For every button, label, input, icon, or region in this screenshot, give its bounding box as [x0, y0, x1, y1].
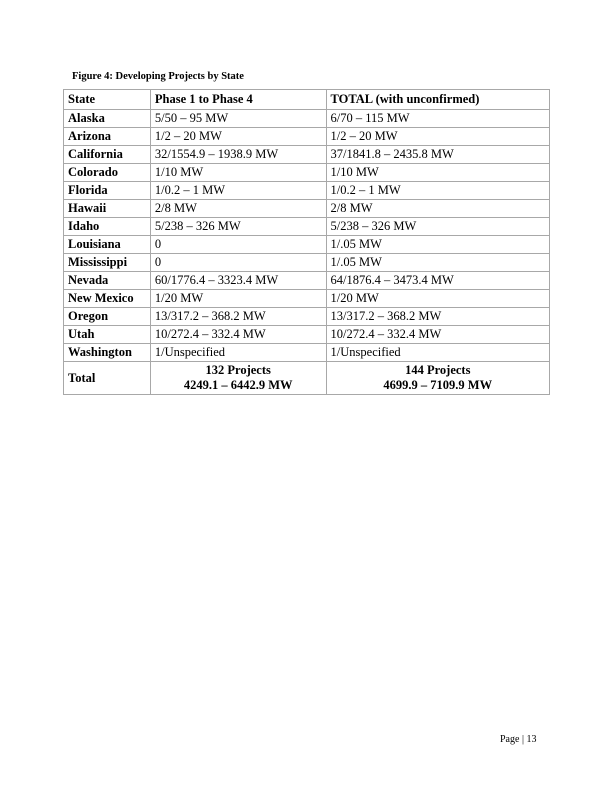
phase-cell: 1/10 MW: [150, 164, 326, 182]
state-cell: Nevada: [64, 272, 151, 290]
table-total-row: [64, 362, 550, 395]
phase-cell: 60/1776.4 – 3323.4 MW: [150, 272, 326, 290]
table-row: [64, 128, 550, 146]
state-cell: Florida: [64, 182, 151, 200]
grand-total-range: 4699.9 – 7109.9 MW: [383, 378, 493, 392]
table-row: [64, 308, 550, 326]
table-row: [64, 326, 550, 344]
projects-by-state-table: [63, 89, 550, 395]
phase-total-cell: [150, 362, 326, 395]
header-state: State: [64, 90, 151, 110]
total-cell: 1/.05 MW: [326, 254, 549, 272]
state-cell: Hawaii: [64, 200, 151, 218]
total-cell: 1/0.2 – 1 MW: [326, 182, 549, 200]
total-cell: 1/10 MW: [326, 164, 549, 182]
total-cell: 6/70 – 115 MW: [326, 110, 549, 128]
state-cell: Louisiana: [64, 236, 151, 254]
state-cell: Idaho: [64, 218, 151, 236]
phase-cell: 2/8 MW: [150, 200, 326, 218]
total-cell: 64/1876.4 – 3473.4 MW: [326, 272, 549, 290]
phase-cell: 0: [150, 254, 326, 272]
phase-total-range: 4249.1 – 6442.9 MW: [183, 378, 293, 392]
header-phase: Phase 1 to Phase 4: [150, 90, 326, 110]
total-cell: 37/1841.8 – 2435.8 MW: [326, 146, 549, 164]
table-row: [64, 344, 550, 362]
total-cell: 2/8 MW: [326, 200, 549, 218]
table-row: [64, 290, 550, 308]
state-cell: Washington: [64, 344, 151, 362]
table-row: [64, 146, 550, 164]
table-row: [64, 218, 550, 236]
table-row: [64, 236, 550, 254]
state-cell: Alaska: [64, 110, 151, 128]
state-cell: Utah: [64, 326, 151, 344]
total-cell: 13/317.2 – 368.2 MW: [326, 308, 549, 326]
phase-cell: 1/2 – 20 MW: [150, 128, 326, 146]
state-cell: Colorado: [64, 164, 151, 182]
phase-cell: 13/317.2 – 368.2 MW: [150, 308, 326, 326]
state-cell: California: [64, 146, 151, 164]
phase-cell: 1/20 MW: [150, 290, 326, 308]
phase-cell: 1/0.2 – 1 MW: [150, 182, 326, 200]
phase-cell: 5/238 – 326 MW: [150, 218, 326, 236]
phase-cell: 32/1554.9 – 1938.9 MW: [150, 146, 326, 164]
table-row: [64, 164, 550, 182]
total-cell: 10/272.4 – 332.4 MW: [326, 326, 549, 344]
total-cell: 1/.05 MW: [326, 236, 549, 254]
table-row: [64, 272, 550, 290]
total-cell: 5/238 – 326 MW: [326, 218, 549, 236]
total-cell: 1/20 MW: [326, 290, 549, 308]
grand-total-cell: [326, 362, 549, 395]
state-cell: Mississippi: [64, 254, 151, 272]
phase-cell: 10/272.4 – 332.4 MW: [150, 326, 326, 344]
state-cell: New Mexico: [64, 290, 151, 308]
state-cell: Oregon: [64, 308, 151, 326]
header-total: TOTAL (with unconfirmed): [326, 90, 549, 110]
table-row: [64, 254, 550, 272]
phase-cell: 1/Unspecified: [150, 344, 326, 362]
figure-caption: Figure 4: Developing Projects by State: [72, 71, 244, 82]
table-row: [64, 182, 550, 200]
phase-total-projects: 132 Projects: [205, 363, 271, 377]
grand-total-projects: 144 Projects: [405, 363, 471, 377]
table-row: [64, 110, 550, 128]
total-cell: 1/2 – 20 MW: [326, 128, 549, 146]
total-cell: 1/Unspecified: [326, 344, 549, 362]
total-label-cell: Total: [64, 362, 151, 395]
page-number: Page | 13: [500, 734, 537, 745]
state-cell: Arizona: [64, 128, 151, 146]
phase-cell: 0: [150, 236, 326, 254]
table-row: [64, 200, 550, 218]
table-header-row: [64, 90, 550, 110]
phase-cell: 5/50 – 95 MW: [150, 110, 326, 128]
